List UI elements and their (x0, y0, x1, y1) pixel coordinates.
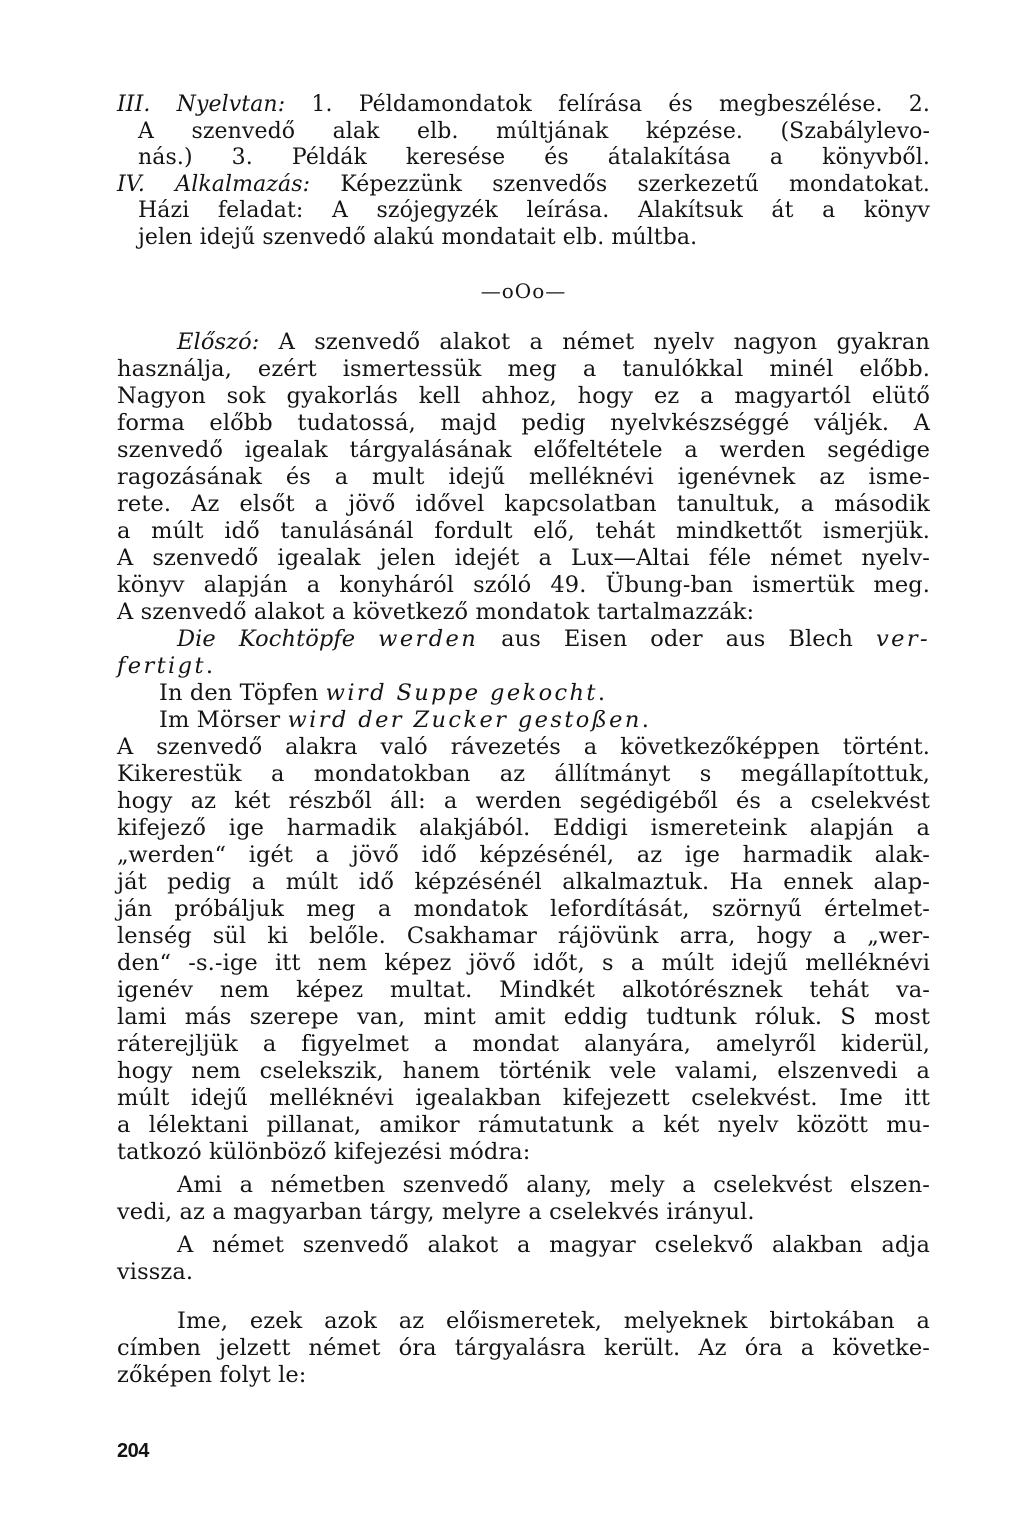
foreword-line: Nagyon sok gyakorlás kell ahhoz, hogy ez a magyartól elütő (117, 383, 930, 409)
explanation-line: hogy az két részből áll: a werden segédigéből és a cselekvést (117, 788, 930, 814)
rule-two (117, 1232, 930, 1286)
foreword-line: A szenvedő alakot a következő mondatok tartalmazzák: (117, 599, 755, 625)
closing-line: Ime, ezek azok az előismeretek, melyeknek birtokában a (177, 1308, 930, 1334)
closing-line: címben jelzett német óra tárgyalásra került. Az óra a követke- (117, 1335, 930, 1361)
rule-line: A német szenvedő alakot a magyar cselekvő alakban adja (177, 1232, 930, 1258)
explanation-line: igenév nem képez multat. Mindkét alkotórésznek tehát va- (117, 977, 930, 1003)
lesson-plan-section (117, 92, 930, 251)
rule-line: vissza. (117, 1259, 194, 1285)
explanation-line: múlt idejű melléknévi igealakban kifejezett cselekvést. Ime itt (117, 1085, 930, 1111)
foreword-line: A szenvedő igealak jelen idejét a Lux—Altai féle német nyelv- (117, 545, 930, 571)
foreword-line: rete. Az elsőt a jövő idővel kapcsolatban tanultuk, a második (117, 491, 930, 517)
explanation-line: A szenvedő alakra való rávezetés a következőképpen történt. (117, 734, 930, 760)
header-line-3: nás.) 3. Példák keresése és átalakítása a könyvből. (138, 145, 930, 170)
explanation-line: ján próbáljuk meg a mondatok lefordítását, szörnyű értelmet- (117, 896, 930, 922)
explanation-line: den“ -s.-ige itt nem képez jövő időt, s a múlt idejű melléknévi (117, 950, 930, 976)
rule-line: vedi, az a magyarban tárgy, melyre a cselekvés irányul. (117, 1199, 755, 1225)
rule-line: Ami a németben szenvedő alany, mely a cselekvést elszen- (177, 1172, 930, 1198)
page-body (117, 92, 930, 1389)
foreword-paragraph (117, 329, 930, 626)
explanation-line: Kikerestük a mondatokban az állítmányt s megállapítottuk, (117, 761, 930, 787)
german-examples (117, 626, 930, 734)
header-line-6: jelen idejű szenvedő alakú mondatait elb. múltba. (138, 224, 698, 250)
example-sentence: In den Töpfen wird Suppe gekocht. (159, 680, 606, 706)
example-sentence-continued: fertigt. (117, 653, 214, 679)
foreword-line: Előszó: A szenvedő alakot a német nyelv nagyon gyakran (177, 329, 930, 355)
foreword-line: szenvedő igealak tárgyalásának előfeltétele a werden segédige (117, 437, 930, 463)
header-line-2: A szenvedő alak elb. múltjának képzése. (Szabálylevo- (138, 118, 930, 144)
closing-line: zőképen folyt le: (117, 1362, 307, 1388)
header-line-1: III. Nyelvtan: 1. Példamondatok felírása és megbeszélése. 2. (117, 92, 930, 117)
foreword-line: ragozásának és a mult idejű melléknévi igenévnek az isme- (117, 464, 930, 490)
explanation-line: ráterejljük a figyelmet a mondat alanyára, amelyről kiderül, (117, 1031, 930, 1057)
explanation-line: lami más szerepe van, mint amit eddig tudtunk róluk. S most (117, 1004, 930, 1030)
explanation-line: a lélektani pillanat, amikor rámutatunk a két nyelv között mu- (117, 1112, 930, 1138)
rule-one (117, 1172, 930, 1226)
section-separator: —oOo— (480, 279, 567, 303)
header-line-4: IV. Alkalmazás: Képezzünk szenvedős szerkezetű mondatokat. (117, 171, 930, 197)
foreword-line: könyv alapján a konyháról szóló 49. Übung-ban ismertük meg. (117, 572, 930, 598)
explanation-line: hogy nem cselekszik, hanem történik vele valami, elszenvedi a (117, 1058, 930, 1084)
explanation-line: „werden“ igét a jövő idő képzésénél, az ige harmadik alak- (117, 842, 930, 868)
explanation-paragraph (117, 734, 930, 1166)
foreword-line: forma előbb tudatossá, majd pedig nyelvkészséggé váljék. A (117, 410, 930, 436)
foreword-line: a múlt idő tanulásánál fordult elő, tehát mindkettőt ismerjük. (117, 518, 930, 544)
explanation-line: lenség sül ki belőle. Csakhamar rájövünk arra, hogy a „wer- (117, 923, 930, 949)
example-sentence: Die Kochtöpfe werden aus Eisen oder aus Blech ver- (177, 626, 930, 652)
explanation-line: ját pedig a múlt idő képzésénél alkalmaztuk. Ha ennek alap- (117, 869, 930, 895)
example-sentence: Im Mörser wird der Zucker gestoßen. (159, 707, 650, 733)
header-line-5: Házi feladat: A szójegyzék leírása. Alakítsuk át a könyv (138, 198, 930, 223)
closing-paragraph (117, 1308, 930, 1389)
explanation-line: tatkozó különböző kifejezési módra: (117, 1139, 531, 1165)
page-number: 204 (117, 1440, 149, 1462)
explanation-line: kifejező ige harmadik alakjából. Eddigi ismereteink alapján a (117, 815, 930, 841)
foreword-line: használja, ezért ismertessük meg a tanulókkal minél előbb. (117, 356, 930, 382)
